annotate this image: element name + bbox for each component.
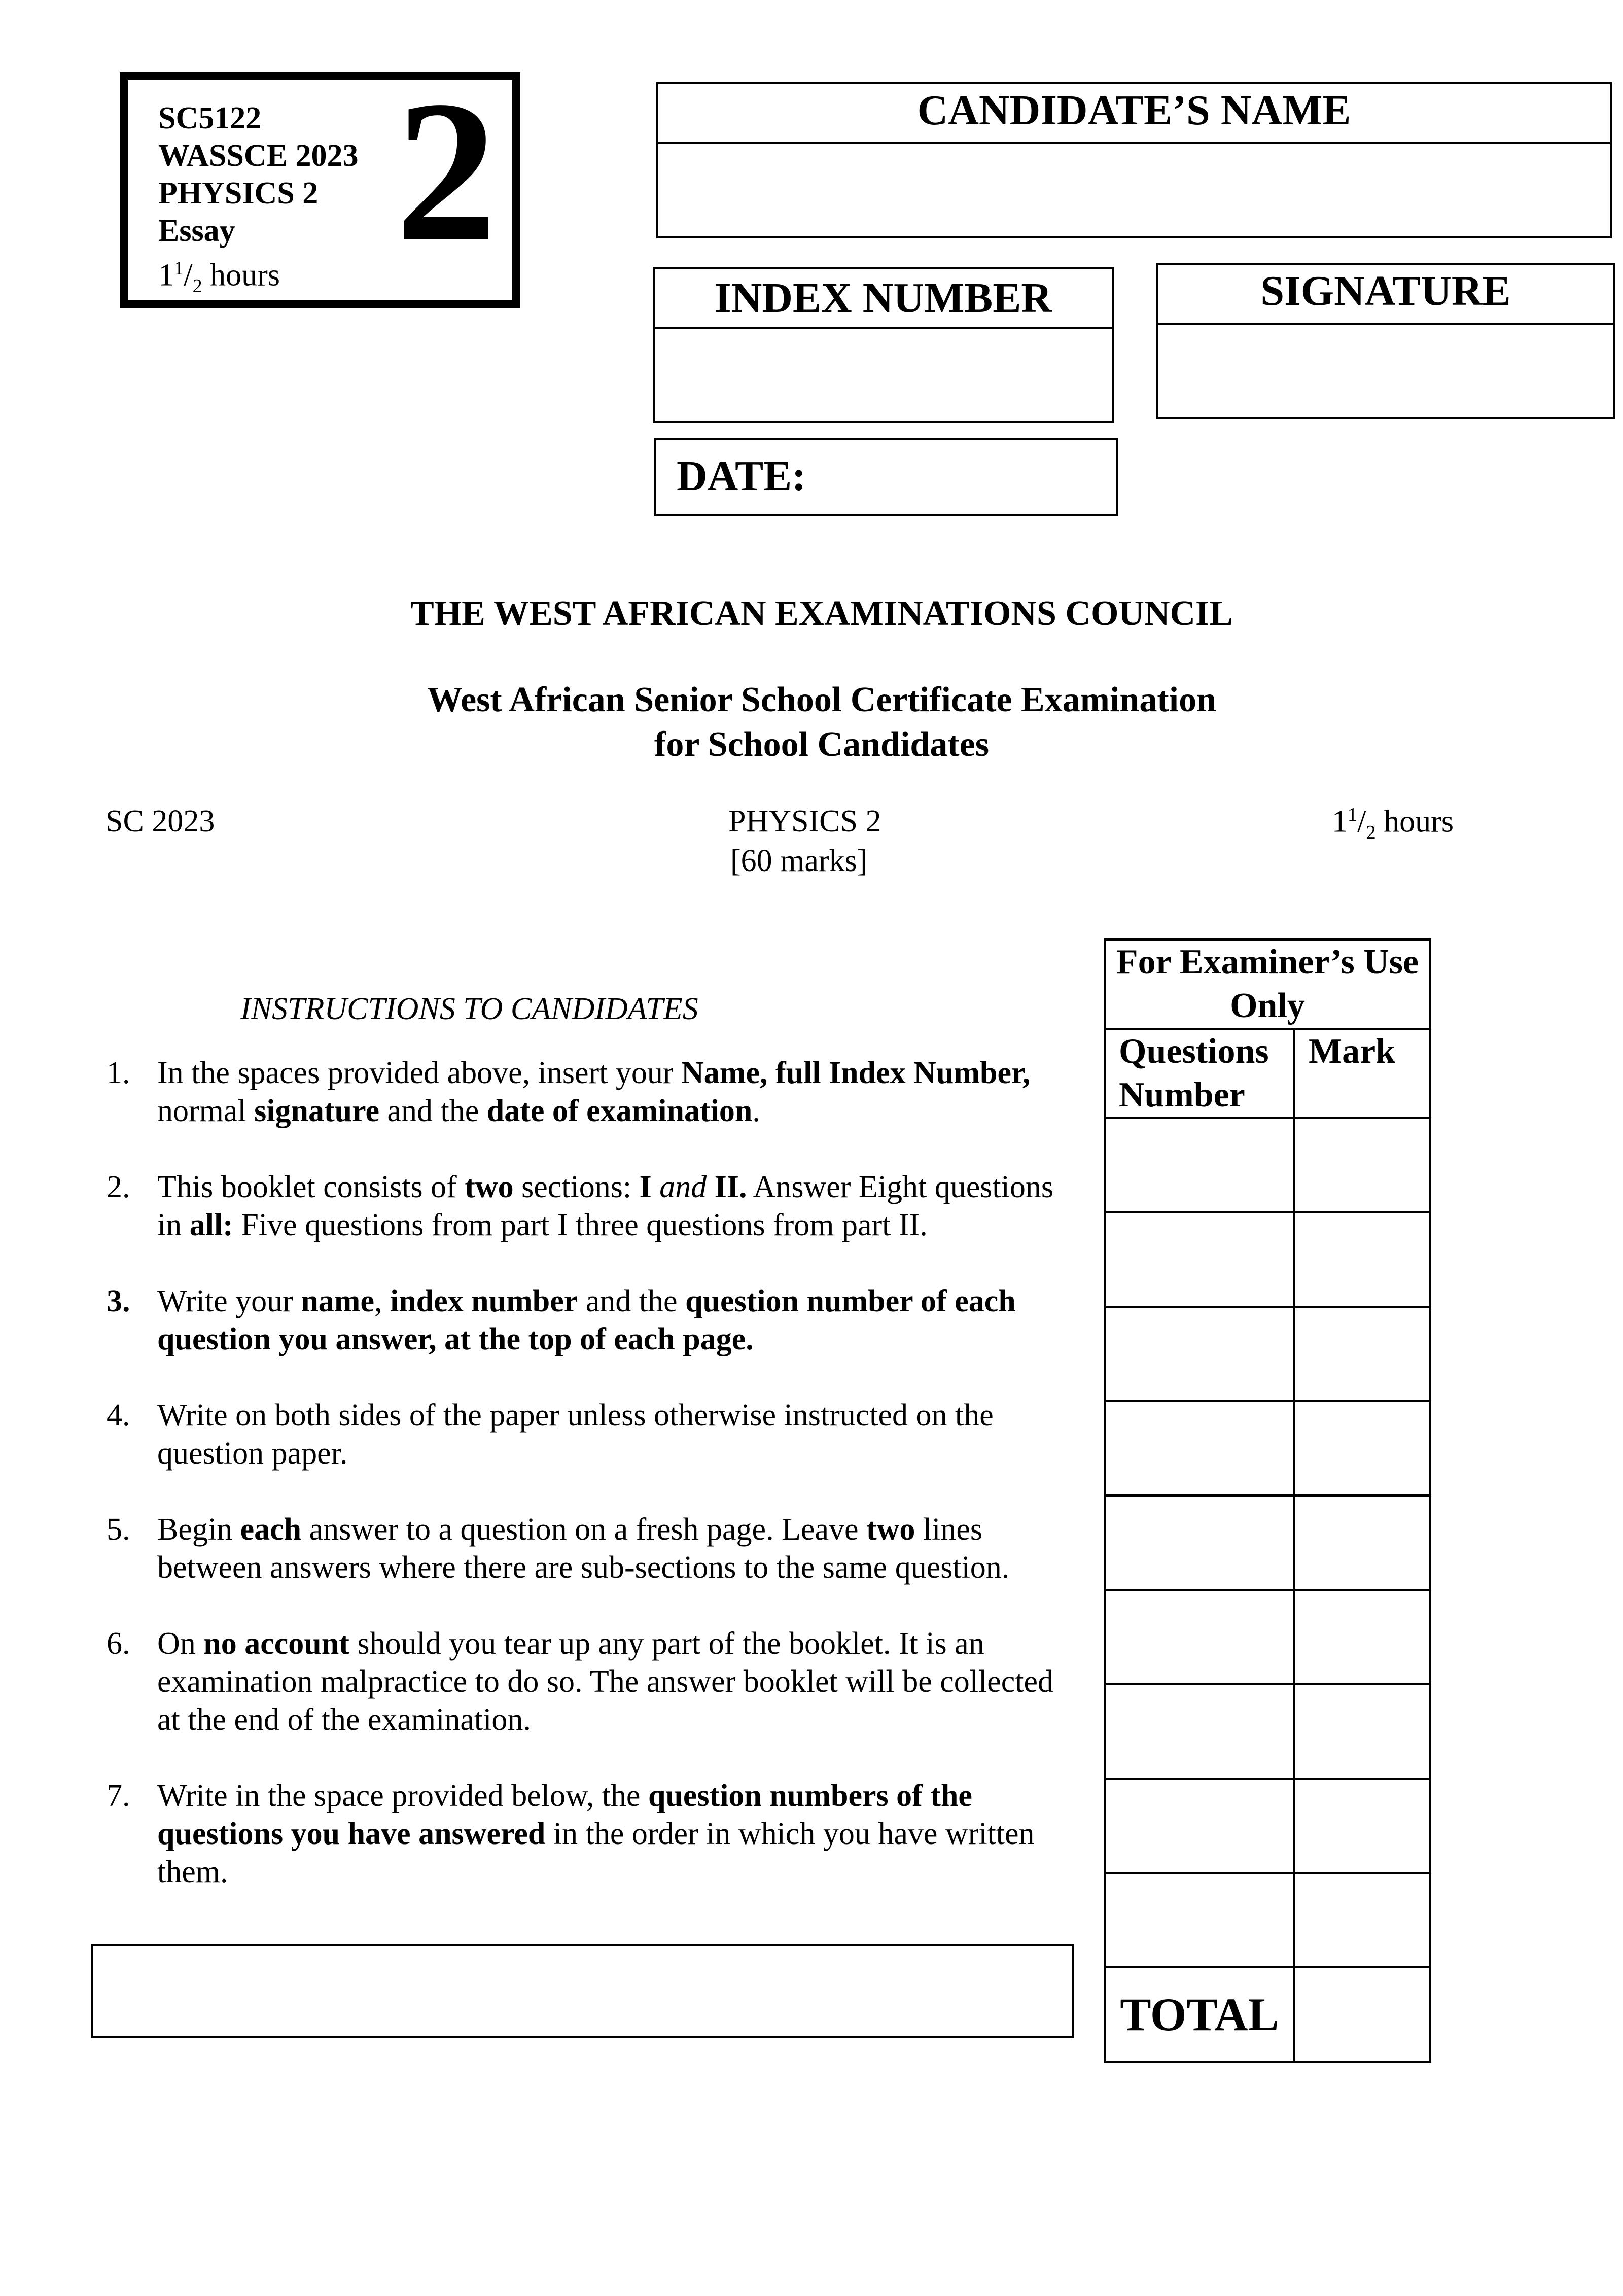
answered-questions-input[interactable]	[91, 1944, 1074, 2038]
instruction-text: normal	[157, 1094, 255, 1128]
mark-header: Mark	[1294, 1029, 1430, 1118]
mark-cell[interactable]	[1294, 1873, 1430, 1967]
instruction-text: question number of each question you answer, at the top of each page.	[157, 1284, 1016, 1356]
instruction-text: I	[639, 1170, 652, 1204]
question-number-cell[interactable]	[1105, 1212, 1294, 1307]
instruction-item	[101, 1168, 1065, 1244]
instruction-text: ,	[374, 1284, 390, 1318]
instruction-number: 2.	[107, 1170, 130, 1204]
instruction-text: and the	[379, 1094, 487, 1128]
candidate-name-label: CANDIDATE’S NAME	[658, 84, 1610, 144]
instruction-number: 6.	[107, 1626, 130, 1661]
mark-cell[interactable]	[1294, 1684, 1430, 1779]
questions-number-header: Questions Number	[1105, 1029, 1294, 1118]
total-label: TOTAL	[1105, 1967, 1294, 2062]
meta-code: SC 2023	[105, 804, 215, 839]
exam-title-line1: West African Senior School Certificate Examination	[427, 680, 1217, 719]
question-number-cell[interactable]	[1105, 1873, 1294, 1967]
table-row	[1105, 1401, 1430, 1495]
paper-type: Essay	[158, 214, 235, 248]
examiner-table-title: For Examiner’s Use Only	[1105, 940, 1430, 1029]
mark-cell[interactable]	[1294, 1590, 1430, 1684]
instruction-text: index number	[390, 1284, 578, 1318]
paper-number: 2	[396, 59, 497, 284]
instruction-text: sections:	[513, 1170, 640, 1204]
instruction-item	[101, 1625, 1065, 1739]
total-mark-cell[interactable]	[1294, 1967, 1430, 2062]
instruction-item	[101, 1511, 1065, 1587]
instruction-item	[101, 1397, 1065, 1473]
instruction-text: On	[157, 1626, 204, 1661]
mark-cell[interactable]	[1294, 1307, 1430, 1401]
mark-cell[interactable]	[1294, 1401, 1430, 1495]
paper-duration: $1^1/_2$ hours	[158, 258, 280, 297]
table-row	[1105, 1873, 1430, 1967]
instruction-text: and	[651, 1170, 715, 1204]
instruction-number: 1.	[107, 1056, 130, 1090]
instruction-text: in the order in which you have written them.	[157, 1817, 1035, 1889]
question-number-cell[interactable]	[1105, 1779, 1294, 1873]
instruction-text: and the	[578, 1284, 686, 1318]
question-number-cell[interactable]	[1105, 1401, 1294, 1495]
total-row	[1105, 1967, 1430, 2062]
table-row	[1105, 1212, 1430, 1307]
instruction-text: two	[465, 1170, 514, 1204]
instruction-text: question numbers of the questions you have answered	[157, 1779, 972, 1851]
council-title: THE WEST AFRICAN EXAMINATIONS COUNCIL	[410, 594, 1233, 633]
exam-name: WASSCE 2023	[158, 138, 359, 173]
table-row	[1105, 1684, 1430, 1779]
mark-cell[interactable]	[1294, 1118, 1430, 1212]
instruction-text: two	[866, 1512, 915, 1547]
paper-code-box	[120, 59, 520, 308]
mark-cell[interactable]	[1294, 1495, 1430, 1590]
question-number-cell[interactable]	[1105, 1495, 1294, 1590]
meta-time: $1^1/_2$ hours	[1332, 804, 1454, 844]
instruction-text: Write in the space provided below, the	[157, 1779, 648, 1813]
exam-title-line2: for School Candidates	[654, 725, 989, 764]
question-number-cell[interactable]	[1105, 1684, 1294, 1779]
candidate-name-field[interactable]	[656, 82, 1612, 238]
instruction-item	[101, 1777, 1065, 1891]
instruction-number: 3.	[107, 1284, 130, 1318]
instruction-item	[101, 1282, 1065, 1359]
instruction-item	[101, 1054, 1065, 1130]
table-row	[1105, 1590, 1430, 1684]
index-number-label: INDEX NUMBER	[655, 269, 1112, 329]
instruction-text: Begin	[157, 1512, 240, 1547]
instructions-heading: INSTRUCTIONS TO CANDIDATES	[240, 992, 698, 1026]
instruction-text: all:	[189, 1208, 233, 1242]
instruction-text: date of examination	[486, 1094, 753, 1128]
index-number-field[interactable]	[653, 267, 1114, 423]
instructions-list	[101, 1054, 1065, 1929]
paper-code-lines	[158, 99, 359, 305]
subject-name: PHYSICS 2	[158, 176, 319, 211]
meta-subject: PHYSICS 2	[728, 804, 881, 839]
date-label: DATE:	[677, 453, 806, 500]
meta-marks: [60 marks]	[730, 844, 868, 878]
date-field[interactable]	[654, 438, 1118, 516]
instruction-text: Name, full Index Number,	[681, 1056, 1031, 1090]
mark-cell[interactable]	[1294, 1779, 1430, 1873]
instruction-text: .	[752, 1094, 760, 1128]
signature-field[interactable]	[1156, 263, 1615, 419]
instruction-text: Write on both sides of the paper unless otherwise instructed on the question paper.	[157, 1398, 994, 1471]
table-row	[1105, 1495, 1430, 1590]
instruction-text: Answer Eight questions in	[157, 1170, 1053, 1242]
instruction-text: II.	[714, 1170, 747, 1204]
instruction-number: 5.	[107, 1512, 130, 1547]
mark-cell[interactable]	[1294, 1212, 1430, 1307]
instruction-text: no account	[203, 1626, 349, 1661]
question-number-cell[interactable]	[1105, 1307, 1294, 1401]
instruction-number: 4.	[107, 1398, 130, 1433]
instruction-text: Five questions from part I three questions from part II.	[233, 1208, 928, 1242]
table-row	[1105, 1118, 1430, 1212]
paper-code: SC5122	[158, 101, 262, 135]
table-row	[1105, 1779, 1430, 1873]
instruction-text: should you tear up any part of the booklet. It is an examination malpractice to do so. The answer booklet will be collected at the end of the examination.	[157, 1626, 1053, 1737]
instruction-text: name	[301, 1284, 374, 1318]
instruction-text: lines between answers where there are sub-sections to the same question.	[157, 1512, 1010, 1585]
signature-label: SIGNATURE	[1158, 265, 1613, 325]
examiner-table	[1104, 938, 1431, 2063]
instruction-text: In the spaces provided above, insert your	[157, 1056, 682, 1090]
instruction-text: answer to a question on a fresh page. Leave	[301, 1512, 866, 1547]
table-row	[1105, 1307, 1430, 1401]
instruction-text: This booklet consists of	[157, 1170, 465, 1204]
question-number-cell[interactable]	[1105, 1590, 1294, 1684]
instruction-text: signature	[254, 1094, 380, 1128]
instruction-number: 7.	[107, 1779, 130, 1813]
question-number-cell[interactable]	[1105, 1118, 1294, 1212]
instruction-text: Write your	[157, 1284, 301, 1318]
instruction-text: each	[240, 1512, 302, 1547]
